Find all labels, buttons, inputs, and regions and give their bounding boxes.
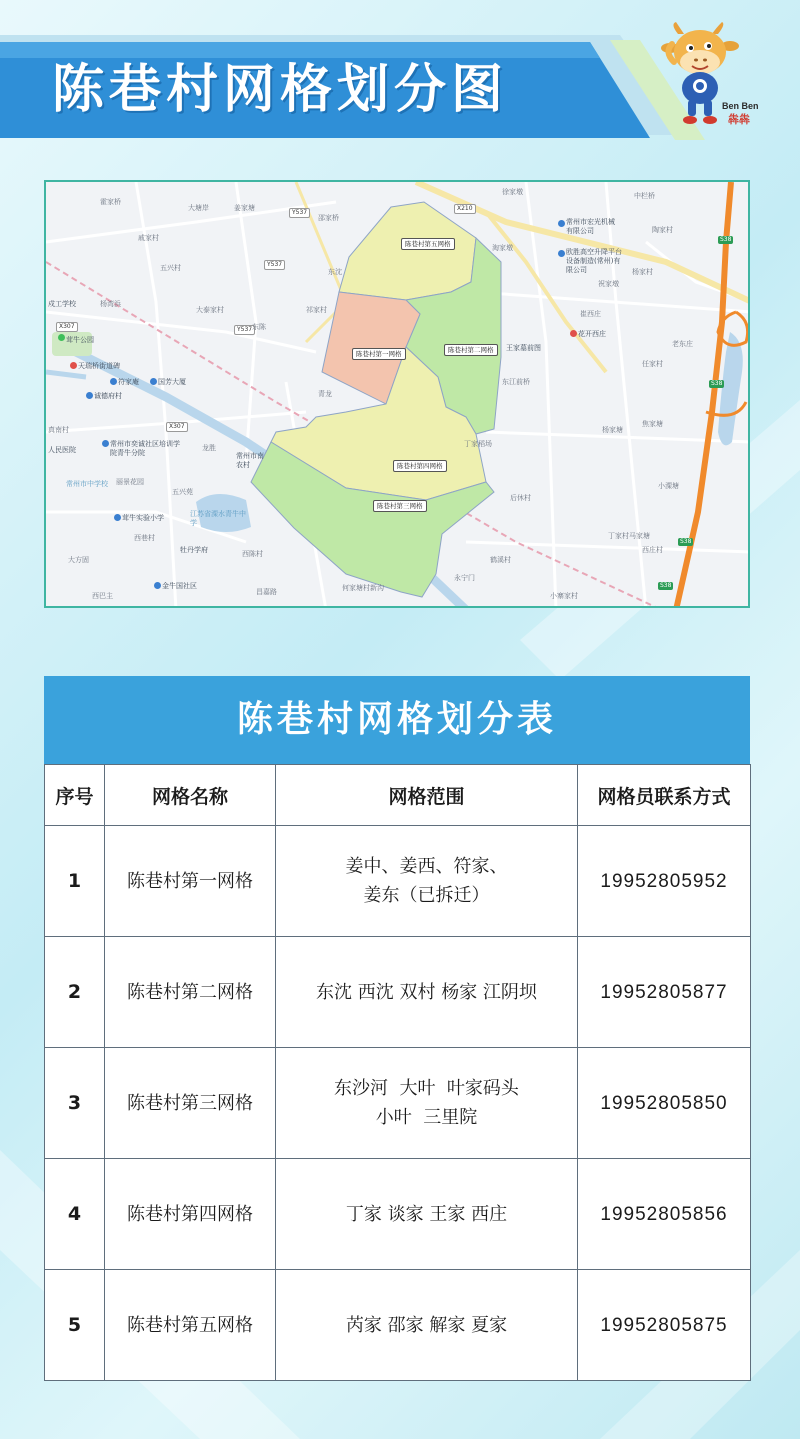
poi-pin-icon xyxy=(558,250,565,257)
grid-scope-line: 芮家 邵家 解家 夏家 xyxy=(345,1314,508,1336)
place-label: 陶家村 xyxy=(652,226,673,234)
place-label: 王家墓前图 xyxy=(506,344,541,352)
contact-phone[interactable]: 19952805856 xyxy=(578,1159,751,1270)
place-label: 青龙 xyxy=(318,390,332,398)
page-title: 陈巷村网格划分图 xyxy=(52,60,509,120)
poi-pin-icon xyxy=(570,330,577,337)
header-contact: 网格员联系方式 xyxy=(578,765,751,826)
place-label: 后休村 xyxy=(510,494,531,502)
place-label: 诚德府村 xyxy=(94,392,122,400)
place-label: 牡丹学府 xyxy=(180,546,208,554)
grid-name: 陈巷村第五网格 xyxy=(105,1270,276,1381)
place-label: 邵家桥 xyxy=(318,214,339,222)
place-label: 花开西庄 xyxy=(578,330,606,338)
grid-name: 陈巷村第一网格 xyxy=(105,826,276,937)
place-label: 昌嘉路 xyxy=(256,588,277,596)
road-shield: Y537 xyxy=(289,208,310,218)
grid-scope xyxy=(276,937,578,1048)
place-label: 大塘岸 xyxy=(188,204,209,212)
place-label: 淘家墩 xyxy=(492,244,513,252)
poi-pin-icon xyxy=(558,220,565,227)
place-label: 茸牛实验小学 xyxy=(122,514,164,522)
place-label: 常州市奕诚社区培训学院青牛分院 xyxy=(110,440,180,457)
place-label: 西巷村 xyxy=(134,534,155,542)
place-label: 常州市南农村 xyxy=(236,452,264,469)
place-label: 戚家村 xyxy=(138,234,159,242)
place-label: 丁家稻场 xyxy=(464,440,492,448)
place-label: 西巴主 xyxy=(92,592,113,600)
place-label: 姜家塘 xyxy=(234,204,255,212)
table-row xyxy=(45,1159,751,1270)
grid-name: 陈巷村第三网格 xyxy=(105,1048,276,1159)
grid-division-table xyxy=(44,764,751,1381)
row-number: 4 xyxy=(45,1159,105,1270)
grid-scope-line: 小叶 三里院 xyxy=(375,1107,478,1128)
place-label: 大方固 xyxy=(68,556,89,564)
map-canvas xyxy=(46,182,750,608)
road-shield: S38 xyxy=(720,236,732,243)
poi-pin-icon xyxy=(110,378,117,385)
road-shield: X307 xyxy=(166,422,188,432)
grid-label-3: 陈巷村第三网格 xyxy=(373,500,427,512)
table-header-row xyxy=(45,765,751,826)
row-number: 5 xyxy=(45,1270,105,1381)
park-pin-icon xyxy=(58,334,65,341)
place-label: 五兴村 xyxy=(160,264,181,272)
place-label: 天瑞桥街道碑 xyxy=(78,362,120,370)
place-label: 何家塘村新沟 xyxy=(342,584,384,592)
place-label: 东沈 xyxy=(328,268,342,276)
place-label: 茸牛公园 xyxy=(66,336,94,344)
table-row xyxy=(45,1270,751,1381)
contact-phone[interactable]: 19952805875 xyxy=(578,1270,751,1381)
table-row xyxy=(45,937,751,1048)
grid-label-5: 陈巷村第五网格 xyxy=(401,238,455,250)
place-label: 大泰家村 xyxy=(196,306,224,314)
place-label: 崔西庄 xyxy=(580,310,601,318)
road-shield: Y537 xyxy=(264,260,285,270)
row-number: 2 xyxy=(45,937,105,1048)
grid-name: 陈巷村第二网格 xyxy=(105,937,276,1048)
place-label: 永宁门 xyxy=(454,574,475,582)
place-label: 小溧塘 xyxy=(658,482,679,490)
brand-name-cn: 犇犇 xyxy=(728,113,750,126)
place-label: 小寨家村 xyxy=(550,592,578,600)
grid-scope-line: 东沙河 大叶 叶家码头 xyxy=(334,1078,519,1099)
poi-pin-icon xyxy=(114,514,121,521)
place-label: 徐家墩 xyxy=(502,188,523,196)
place-label: 丁家村马家塘 xyxy=(608,532,650,540)
row-number: 3 xyxy=(45,1048,105,1159)
road-shield: S38 xyxy=(680,538,692,545)
grid-5-area xyxy=(339,202,476,300)
place-label: 霍家桥 xyxy=(100,198,121,206)
grid-scope-line: 姜东（已拆迁） xyxy=(363,885,490,906)
grid-scope xyxy=(276,826,578,937)
poi-pin-icon xyxy=(86,392,93,399)
grid-label-4: 陈巷村第四网格 xyxy=(393,460,447,472)
place-label: 东江前桥 xyxy=(502,378,530,386)
place-label: 杨家塘 xyxy=(602,426,623,434)
place-label: 金牛国社区 xyxy=(162,582,197,590)
place-label: 西陈村 xyxy=(242,550,263,558)
contact-phone[interactable]: 19952805877 xyxy=(578,937,751,1048)
place-label: 欧胜高空升降平台设备制造(常州)有限公司 xyxy=(566,248,622,274)
table-row xyxy=(45,826,751,937)
place-label: 东陈 xyxy=(252,323,266,331)
grid-scope xyxy=(276,1048,578,1159)
poi-pin-icon xyxy=(70,362,77,369)
row-number: 1 xyxy=(45,826,105,937)
header-banner xyxy=(0,0,800,160)
grid-map[interactable] xyxy=(44,180,750,608)
header-name: 网格名称 xyxy=(105,765,276,826)
poi-pin-icon xyxy=(150,378,157,385)
place-label: 符家庵 xyxy=(118,378,139,386)
place-label: 焦家塘 xyxy=(642,420,663,428)
place-label: 江苏省溧水青牛中学 xyxy=(190,510,246,527)
grid-scope-line: 姜中、姜西、符家、 xyxy=(345,856,508,877)
grid-scope-line: 东沈 西沈 双村 杨家 江阴坝 xyxy=(316,981,537,1003)
place-label: 任家村 xyxy=(642,360,663,368)
table-row xyxy=(45,1048,751,1159)
road-shield: S38 xyxy=(660,582,672,589)
place-label: 杨湾浜 xyxy=(100,300,121,308)
grid-name: 陈巷村第四网格 xyxy=(105,1159,276,1270)
grid-scope xyxy=(276,1270,578,1381)
grid-division-table-panel xyxy=(44,676,750,1380)
place-label: 五兴苑 xyxy=(172,488,193,496)
place-label: 丽景花园 xyxy=(116,478,144,486)
place-label: 杨家村 xyxy=(632,268,653,276)
contact-phone[interactable]: 19952805850 xyxy=(578,1048,751,1159)
road-shield: X210 xyxy=(454,204,476,214)
contact-phone[interactable]: 19952805952 xyxy=(578,826,751,937)
place-label: 祁家村 xyxy=(306,306,327,314)
place-label: 真南村 xyxy=(48,426,69,434)
place-label: 戍工学校 xyxy=(48,300,76,308)
grid-scope xyxy=(276,1159,578,1270)
poi-pin-icon xyxy=(154,582,161,589)
road-shield: Y537 xyxy=(234,325,255,335)
place-label: 西庄村 xyxy=(642,546,663,554)
place-label: 常州市宏光机械有限公司 xyxy=(566,218,615,235)
brand-name-en: Ben Ben xyxy=(722,101,759,111)
header-scope: 网格范围 xyxy=(276,765,578,826)
place-label: 常州市中学校 xyxy=(66,480,108,488)
road-shield: X307 xyxy=(56,322,78,332)
place-label: 鹤溪村 xyxy=(490,556,511,564)
grid-label-2: 陈巷村第二网格 xyxy=(444,344,498,356)
place-label: 龙胜 xyxy=(202,444,216,452)
road-shield: S38 xyxy=(711,380,723,387)
place-label: 人民医院 xyxy=(48,446,76,454)
place-label: 中栏桥 xyxy=(634,192,655,200)
poi-pin-icon xyxy=(102,440,109,447)
grid-label-1: 陈巷村第一网格 xyxy=(352,348,406,360)
place-label: 国芳大厦 xyxy=(158,378,186,386)
grid-scope-line: 丁家 谈家 王家 西庄 xyxy=(345,1203,508,1225)
place-label: 祝家墩 xyxy=(598,280,619,288)
table-title: 陈巷村网格划分表 xyxy=(44,676,750,764)
place-label: 老东庄 xyxy=(672,340,693,348)
header-no: 序号 xyxy=(45,765,105,826)
mascot-logo xyxy=(660,22,759,132)
